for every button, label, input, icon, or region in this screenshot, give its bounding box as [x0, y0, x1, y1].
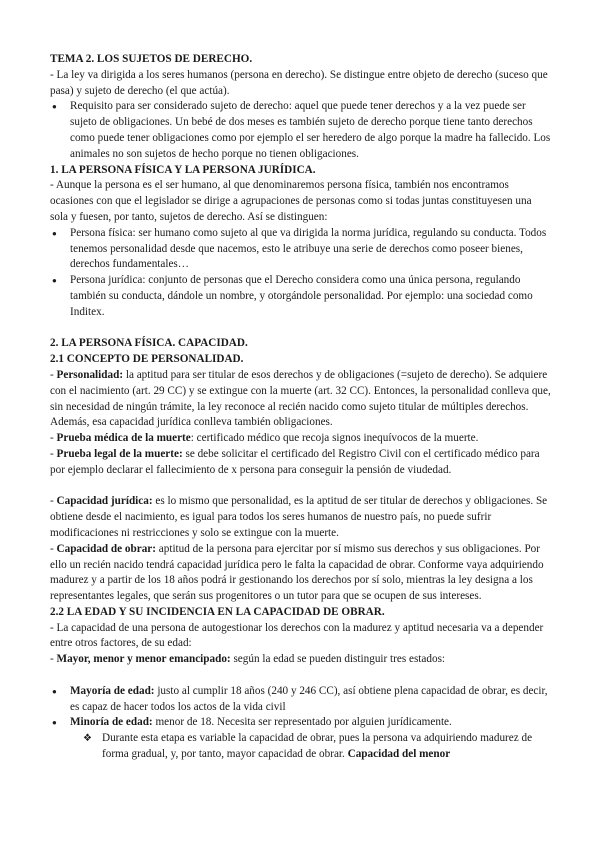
estados-term: Mayor, menor y menor emancipado: — [56, 653, 231, 666]
prueba-medica-term: Prueba médica de la muerte — [56, 432, 191, 445]
prueba-legal-term: Prueba legal de la muerte: — [56, 447, 183, 460]
section-2-1-heading: 2.1 CONCEPTO DE PERSONALIDAD. — [50, 353, 244, 366]
prueba-legal-paragraph: - Prueba legal de la muerte: se debe solicitar el certificado del Registro Civil con el certificado médico para por ejemplo declarar el fallecimiento de x persona para conseguir la pensión de viudedad. — [50, 447, 540, 476]
bullet-mayoria — [50, 684, 552, 716]
minoria-sub-term: Capacidad del menor — [347, 748, 451, 761]
intro-bullet: ● Requisito para ser considerado sujeto de derecho: aquel que puede tener derechos y a la vez puede ser sujeto de obligaciones. Un bebé de dos meses es también sujeto de derecho porque tiene tanto derechos como puede tener obligaciones como por ejemplo el ser heredero de algo porque la madre ha fallecido. Los animales no son sujetos de hecho porque no tienen obligaciones. — [50, 99, 552, 162]
capacidad-obrar-text: aptitud de la persona para ejercitar por sí mismo sus derechos y sus obligaciones. Por ello un recién nacido tendrá capacidad jurídica pero le falta la capacidad de obrar. Conforme vaya adquiriendo madurez y a partir de los 18 años podrá ir gestionando los derechos por sí solo, mientras la ley designa a los representantes legales, que serán sus progenitores o un tutor para que se ocupen de sus intereses. — [50, 542, 544, 603]
section-2-2-heading: 2.2 LA EDAD Y SU INCIDENCIA EN LA CAPACIDAD DE OBRAR. — [50, 605, 385, 618]
section-2-heading: 2. LA PERSONA FÍSICA. CAPACIDAD. — [50, 337, 248, 350]
spacer — [50, 321, 552, 337]
bullet-persona-fisica: ● Persona física: ser humano como sujeto al que va dirigida la norma jurídica, regulando su conducta. Todos tenemos personalidad desde que nacemos, esto le atribuye una serie de derechos como poseer bienes, derechos fundamentales… — [50, 226, 552, 273]
page-title: TEMA 2. LOS SUJETOS DE DERECHO. — [50, 53, 253, 65]
capacidad-juridica-paragraph: - Capacidad jurídica: es lo mismo que personalidad, es la aptitud de ser titular de derechos y obligaciones. Se obtiene desde el nacimiento, es igual para todos los seres humanos de nuestro país, no puede sufrir modificaciones ni restricciones y solo se extingue con la muerte. — [50, 495, 548, 539]
spacer — [50, 479, 552, 495]
prueba-medica-text: : certificado médico que recoja signos inequívocos de la muerte. — [190, 432, 479, 445]
mayoria-text: justo al cumplir 18 años (240 y 246 CC), así obtiene plena capacidad de obrar, es decir, es capaz de hacer todos los actos de la vida civil — [70, 684, 548, 713]
intro-paragraph: - La ley va dirigida a los seres humanos (persona en derecho). Se distingue entre objeto de derecho (suceso que pasa) y sujeto de derecho (el que actúa). — [50, 68, 548, 97]
capacidad-obrar-paragraph: - Capacidad de obrar: aptitud de la persona para ejercitar por sí mismo sus derechos y sus obligaciones. Por ello un recién nacido tendrá capacidad jurídica pero le falta la capacidad de obrar. Conforme vaya adquiriendo madurez y a partir de los 18 años podrá ir gestionando los derechos por sí solo, mientras la ley designa a los representantes legales, que serán sus progenitores o un tutor para que se ocupen de sus intereses. — [50, 542, 544, 603]
section-1-heading: 1. LA PERSONA FÍSICA Y LA PERSONA JURÍDICA. — [50, 163, 316, 176]
estados-paragraph: - Mayor, menor y menor emancipado: según la edad se pueden distinguir tres estados: — [50, 653, 446, 666]
personalidad-text: la aptitud para ser titular de esos derechos y de obligaciones (=sujeto de derecho). Se adquiere con el nacimiento (art. 29 CC) y se extingue con la muerte (art. 32 CC). Entonces, la personalidad conlleva que, sin necesidad de ningún trámite, la ley reconoce al recién nacido como sujeto titular de múltiples derechos. Además, esa capacidad jurídica conlleva también obligaciones. — [50, 368, 551, 429]
minoria-sub-text: Durante esta etapa es variable la capacidad de obrar, pues la persona va adquiriendo madurez de forma gradual, y, por tanto, mayor capacidad de obrar. — [102, 732, 533, 761]
capacidad-juridica-term: Capacidad jurídica: — [56, 495, 153, 508]
personalidad-term: Personalidad: — [56, 368, 124, 381]
minoria-text: menor de 18. Necesita ser representado por alguien jurídicamente. — [152, 716, 452, 729]
estados-text: según la edad se pueden distinguir tres estados: — [230, 653, 446, 666]
capacidad-juridica-text: es lo mismo que personalidad, es la aptitud de ser titular de derechos y obligaciones. Se obtiene desde el nacimiento, es igual para todos los seres humanos de nuestro país, no puede sufrir modificaciones ni restricciones y solo se extingue con la muerte. — [50, 495, 548, 539]
capacidad-obrar-term: Capacidad de obrar: — [56, 542, 156, 555]
prueba-legal-text: se debe solicitar el certificado del Registro Civil con el certificado médico para por ejemplo declarar el fallecimiento de x persona para conseguir la pensión de viudedad. — [50, 447, 540, 476]
minoria-term: Minoría de edad: — [70, 716, 153, 729]
spacer — [50, 668, 552, 684]
edad-paragraph: - La capacidad de una persona de autogestionar los derechos con la madurez y aptitud necesaria va a depender entre otros factores, de su edad: — [50, 621, 544, 650]
prueba-medica-paragraph: - Prueba médica de la muerte: certificado médico que recoja signos inequívocos de la muerte. — [50, 432, 479, 445]
sub-bullet-minoria — [50, 731, 552, 763]
bullet-persona-juridica: ● Persona jurídica: conjunto de personas que el Derecho considera como una única persona, regulando también su conducta, dándole un nombre, y otorgándole personalidad. Por ejemplo: una sociedad como Inditex. — [50, 273, 552, 320]
mayoria-term: Mayoría de edad: — [70, 684, 155, 697]
section-1-text: - Aunque la persona es el ser humano, al que denominaremos persona física, también nos encontramos ocasiones con que el legislador se dirige a agrupaciones de personas como si todas juntas constituyesen una sola y fuesen, por tanto, sujetos de derecho. Así se distinguen: — [50, 179, 532, 223]
personalidad-paragraph: - Personalidad: la aptitud para ser titular de esos derechos y de obligaciones (=sujeto de derecho). Se adquiere con el nacimiento (art. 29 CC) y se extingue con la muerte (art. 32 CC). Entonces, la personalidad conlleva que, sin necesidad de ningún trámite, la ley reconoce al recién nacido como sujeto titular de múltiples derechos. Además, esa capacidad jurídica conlleva también obligaciones. — [50, 368, 551, 429]
bullet-minoria — [50, 715, 552, 731]
